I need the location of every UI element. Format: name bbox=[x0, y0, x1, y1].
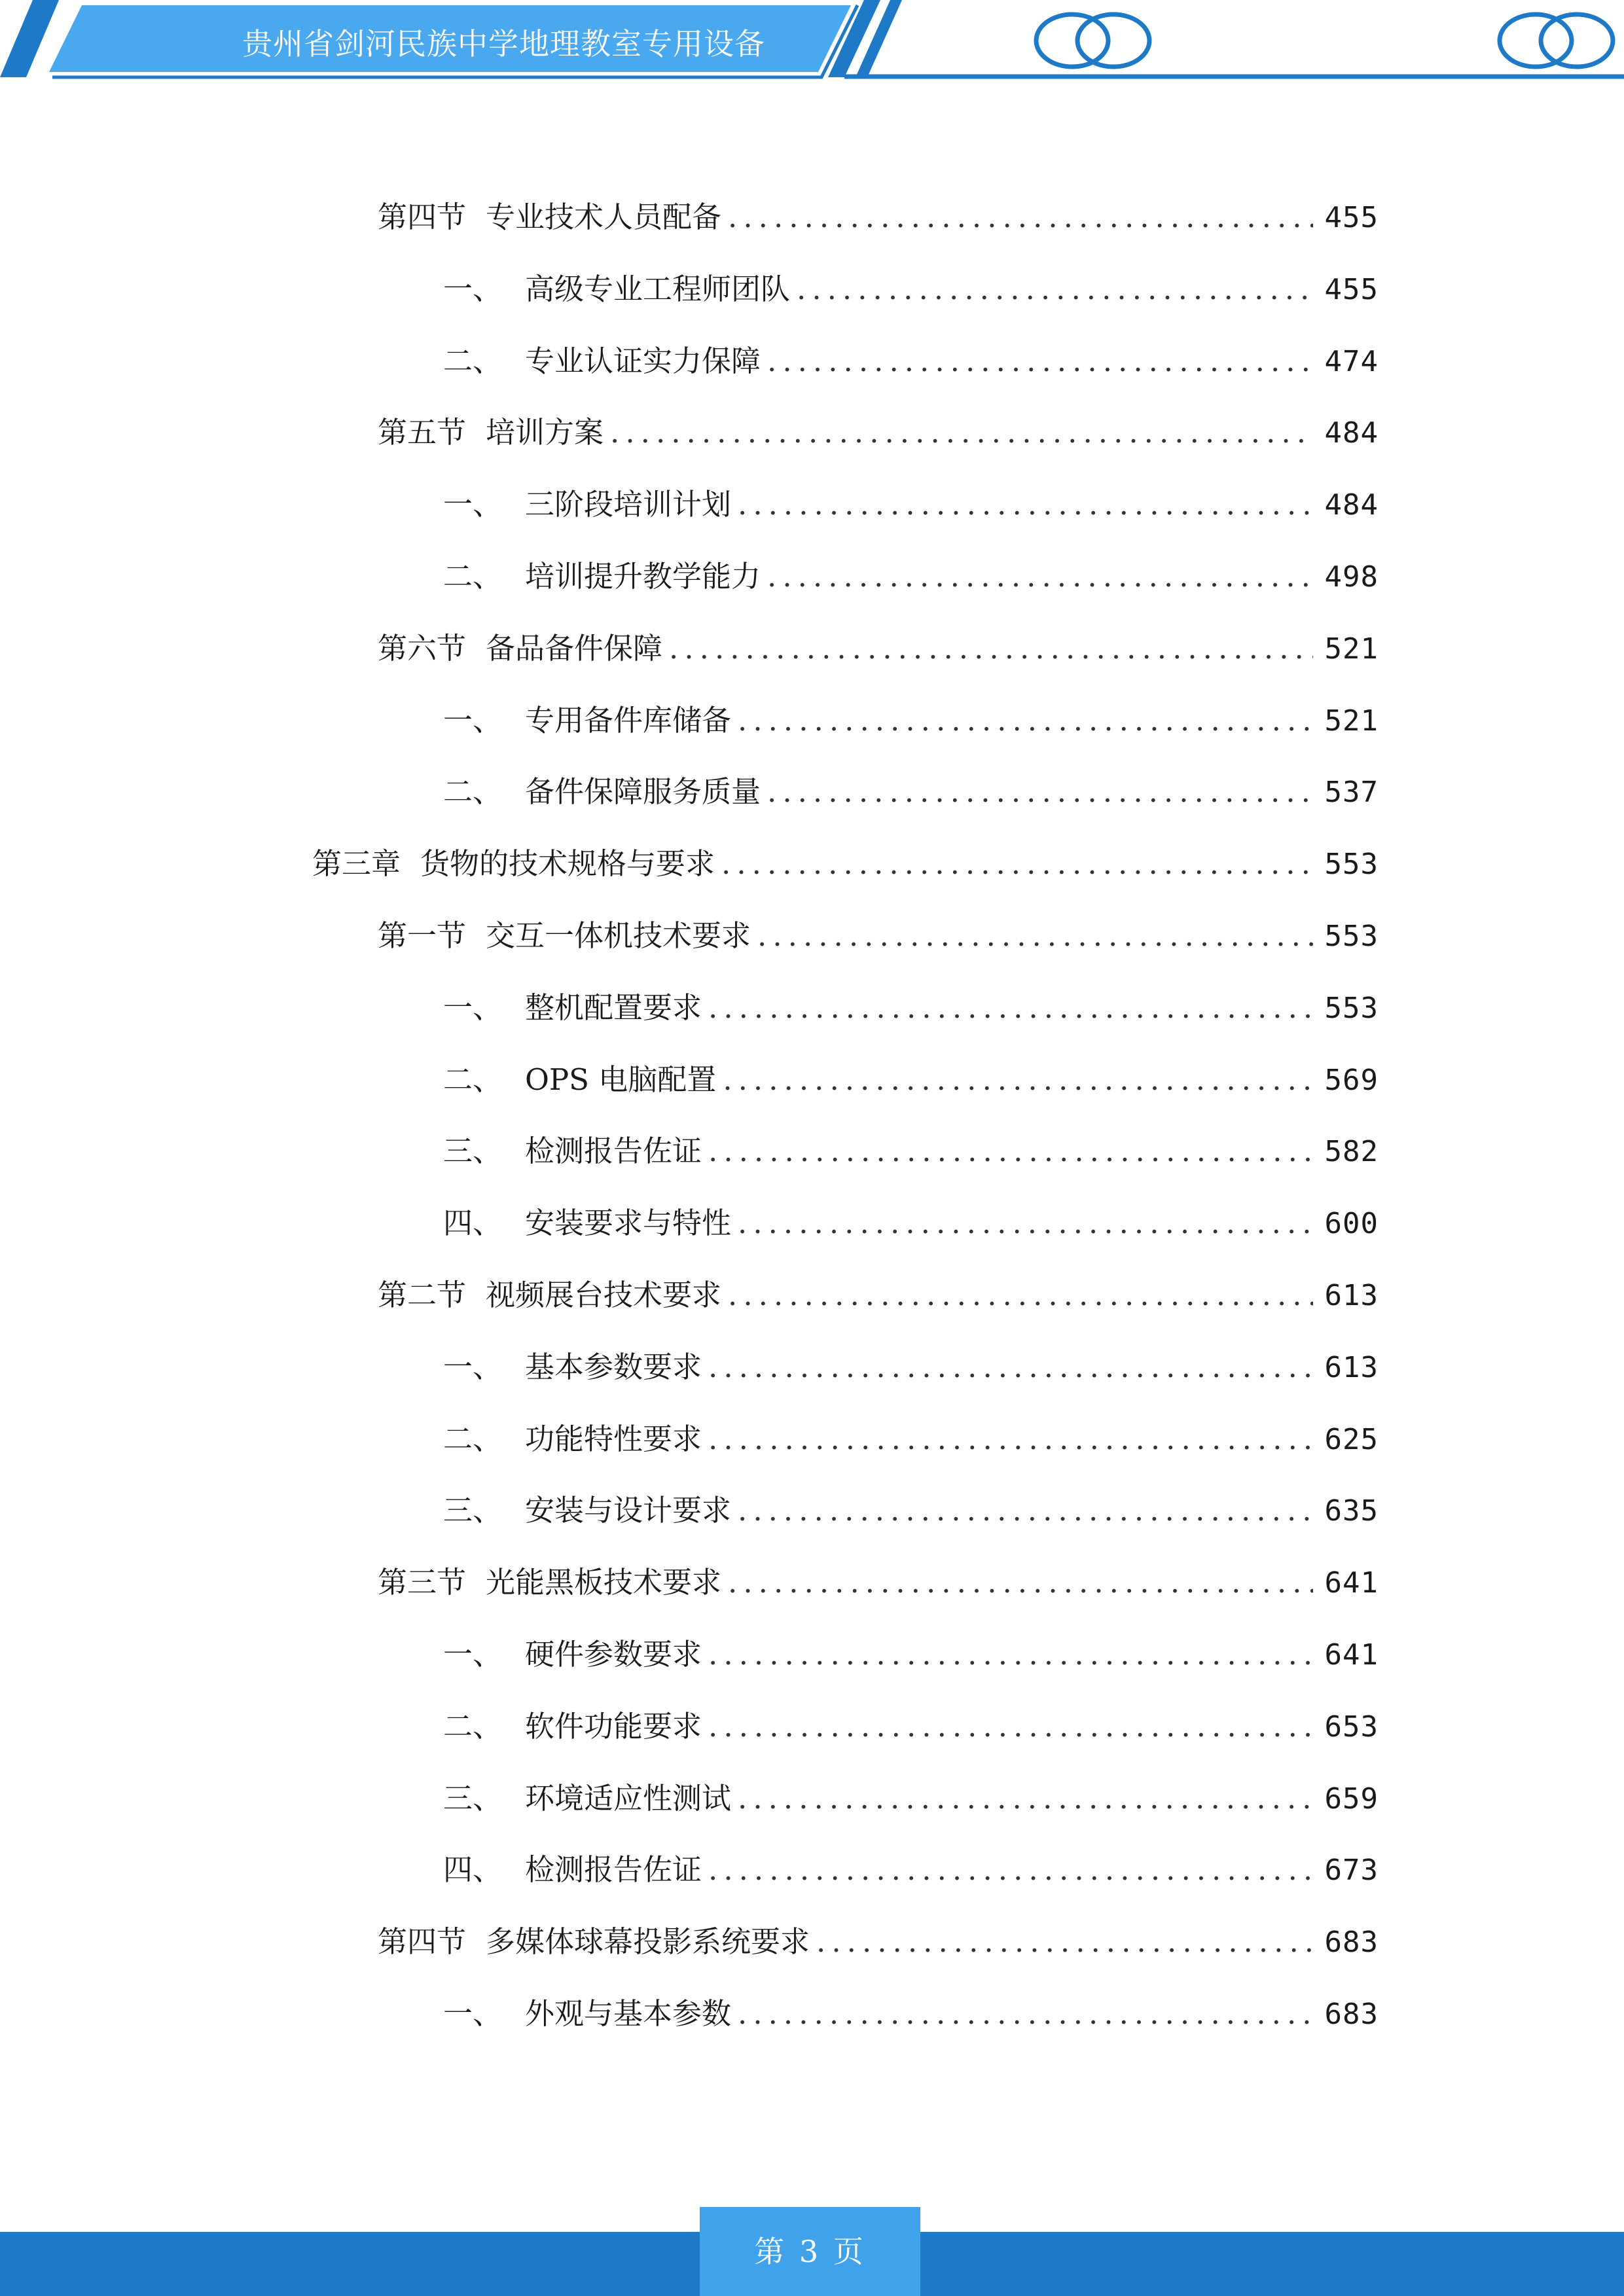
toc-entry[interactable] bbox=[378, 198, 1379, 237]
toc-dot-leader bbox=[708, 1850, 1313, 1890]
toc-entry-label bbox=[443, 1420, 702, 1459]
toc-entry-label bbox=[378, 916, 751, 956]
toc-entry[interactable] bbox=[443, 988, 1379, 1028]
toc-entry-number: 一、 bbox=[443, 1350, 503, 1384]
toc-entry-number: 三、 bbox=[443, 1493, 503, 1528]
toc-entry-label bbox=[443, 1850, 702, 1890]
toc-entry-label bbox=[312, 844, 715, 884]
toc-entry-label bbox=[378, 1563, 721, 1602]
toc-entry[interactable] bbox=[378, 1276, 1379, 1315]
toc-entry-title: 专用备件库储备 bbox=[525, 703, 732, 738]
toc-entry-title: 培训方案 bbox=[486, 415, 604, 450]
toc-entry-number: 四、 bbox=[443, 1206, 503, 1240]
toc-entry-page: 553 bbox=[1324, 992, 1379, 1025]
toc-entry-label bbox=[443, 772, 761, 812]
toc-entry-label bbox=[443, 1060, 716, 1100]
toc-entry-number: 一、 bbox=[443, 1637, 503, 1672]
toc-entry-label bbox=[443, 1132, 702, 1171]
toc-entry-page: 600 bbox=[1324, 1207, 1379, 1240]
toc-entry-page: 683 bbox=[1324, 1998, 1379, 2031]
toc-entry[interactable] bbox=[443, 485, 1379, 524]
toc-dot-leader bbox=[757, 916, 1312, 956]
toc-dot-leader bbox=[738, 1994, 1313, 2034]
toc-entry-number: 二、 bbox=[443, 559, 503, 594]
toc-dot-leader bbox=[728, 1276, 1312, 1315]
toc-entry-title: 货物的技术规格与要求 bbox=[420, 846, 715, 881]
toc-entry-page: 474 bbox=[1324, 345, 1379, 378]
toc-entry[interactable] bbox=[443, 1491, 1379, 1530]
toc-entry-title: 检测报告佐证 bbox=[525, 1852, 702, 1887]
toc-dot-leader bbox=[738, 1779, 1313, 1818]
toc-entry-number: 第一节 bbox=[378, 918, 467, 953]
toc-entry-label bbox=[378, 1276, 721, 1315]
toc-entry-title: 软件功能要求 bbox=[525, 1709, 702, 1744]
toc-entry-label bbox=[378, 413, 604, 452]
toc-entry-number: 二、 bbox=[443, 1422, 503, 1456]
toc-entry-title: 功能特性要求 bbox=[525, 1422, 702, 1456]
toc-entry-number: 二、 bbox=[443, 1062, 503, 1097]
toc-entry-title: 专业认证实力保障 bbox=[525, 344, 761, 378]
toc-entry-page: 613 bbox=[1324, 1279, 1379, 1312]
toc-entry-number: 一、 bbox=[443, 990, 503, 1025]
toc-entry-label bbox=[443, 1707, 702, 1746]
toc-dot-leader bbox=[708, 1707, 1313, 1746]
toc-entry-title: 交互一体机技术要求 bbox=[486, 918, 751, 953]
toc-entry[interactable] bbox=[378, 916, 1379, 956]
toc-entry[interactable] bbox=[443, 1779, 1379, 1818]
toc-entry[interactable] bbox=[443, 557, 1379, 596]
toc-dot-leader bbox=[738, 1204, 1313, 1243]
toc-entry-number: 第二节 bbox=[378, 1278, 467, 1312]
toc-entry-page: 625 bbox=[1324, 1423, 1379, 1456]
toc-dot-leader bbox=[738, 485, 1313, 524]
toc-entry-page: 553 bbox=[1324, 920, 1379, 953]
header-title: 贵州省剑河民族中学地理教室专用设备 bbox=[242, 26, 765, 62]
toc-entry-number: 第三节 bbox=[378, 1565, 467, 1600]
toc-entry-label bbox=[378, 1922, 810, 1962]
toc-entry-label bbox=[443, 1491, 731, 1530]
toc-dot-leader bbox=[767, 557, 1313, 596]
toc-entry-label bbox=[443, 1204, 731, 1243]
toc-dot-leader bbox=[738, 701, 1313, 740]
toc-entry-number: 二、 bbox=[443, 774, 503, 809]
toc-entry[interactable] bbox=[378, 1922, 1379, 1962]
toc-entry-page: 455 bbox=[1324, 273, 1379, 306]
toc-entry-label bbox=[443, 270, 790, 309]
toc-entry[interactable] bbox=[443, 1850, 1379, 1890]
toc-entry-number: 第五节 bbox=[378, 415, 467, 450]
toc-entry-number: 二、 bbox=[443, 344, 503, 378]
toc-entry-title: 专业技术人员配备 bbox=[486, 200, 722, 234]
toc-dot-leader bbox=[723, 1060, 1312, 1100]
toc-entry[interactable] bbox=[443, 1420, 1379, 1459]
toc-entry-page: 455 bbox=[1324, 201, 1379, 234]
toc-entry-page: 673 bbox=[1324, 1854, 1379, 1887]
page-number: 第 3 页 bbox=[754, 2234, 866, 2269]
page-header bbox=[0, 0, 1624, 85]
toc-entry-number: 第四节 bbox=[378, 200, 467, 234]
toc-entry-number: 第四节 bbox=[378, 1924, 467, 1959]
toc-entry-label bbox=[443, 1994, 731, 2034]
toc-dot-leader bbox=[721, 844, 1312, 884]
toc-dot-leader bbox=[708, 1420, 1313, 1459]
header-stripe-left bbox=[0, 0, 59, 77]
toc-dot-leader bbox=[669, 629, 1312, 668]
toc-entry-title: 整机配置要求 bbox=[525, 990, 702, 1025]
toc-entry[interactable] bbox=[443, 1132, 1379, 1171]
toc-entry-label bbox=[443, 1779, 731, 1818]
toc-entry-page: 537 bbox=[1324, 776, 1379, 809]
toc-entry-number: 一、 bbox=[443, 703, 503, 738]
toc-entry[interactable] bbox=[443, 1994, 1379, 2034]
toc-entry-title: 光能黑板技术要求 bbox=[486, 1565, 722, 1600]
toc-dot-leader bbox=[610, 413, 1312, 452]
toc-entry-title: 多媒体球幕投影系统要求 bbox=[486, 1924, 810, 1959]
toc-entry[interactable] bbox=[443, 1060, 1379, 1100]
toc-entry-page: 635 bbox=[1324, 1494, 1379, 1528]
toc-dot-leader bbox=[816, 1922, 1312, 1962]
toc-entry-title: 基本参数要求 bbox=[525, 1350, 702, 1384]
toc-entry-label bbox=[443, 988, 702, 1028]
toc-entry-label bbox=[443, 342, 761, 381]
toc-entry[interactable] bbox=[443, 701, 1379, 740]
toc-entry-page: 484 bbox=[1324, 488, 1379, 522]
toc-entry-page: 582 bbox=[1324, 1135, 1379, 1168]
toc-entry-number: 二、 bbox=[443, 1709, 503, 1744]
toc-entry-title: 三阶段培训计划 bbox=[525, 487, 732, 522]
toc-entry-page: 569 bbox=[1324, 1064, 1379, 1097]
toc-entry-label bbox=[443, 485, 731, 524]
toc-entry-page: 484 bbox=[1324, 416, 1379, 450]
toc-entry-page: 553 bbox=[1324, 848, 1379, 881]
toc-entry-label bbox=[443, 1348, 702, 1387]
interlocking-rings-icon bbox=[1500, 14, 1613, 67]
toc-dot-leader bbox=[728, 198, 1312, 237]
toc-entry[interactable] bbox=[312, 844, 1379, 884]
toc-entry[interactable] bbox=[443, 772, 1379, 812]
toc-dot-leader bbox=[767, 772, 1313, 812]
toc-entry-label bbox=[443, 1635, 702, 1674]
toc-entry-page: 653 bbox=[1324, 1710, 1379, 1744]
toc-entry-title: 安装与设计要求 bbox=[525, 1493, 732, 1528]
toc-entry-title: 检测报告佐证 bbox=[525, 1134, 702, 1168]
toc-entry-title: 外观与基本参数 bbox=[525, 1996, 732, 2031]
toc-entry-title: 备件保障服务质量 bbox=[525, 774, 761, 809]
toc-entry-number: 一、 bbox=[443, 487, 503, 522]
toc-entry-title: 培训提升教学能力 bbox=[525, 559, 761, 594]
toc-entry-number: 四、 bbox=[443, 1852, 503, 1887]
interlocking-rings-icon bbox=[1036, 14, 1149, 67]
toc-entry-page: 641 bbox=[1324, 1638, 1379, 1672]
toc-entry-title: 安装要求与特性 bbox=[525, 1206, 732, 1240]
toc-entry-label bbox=[443, 701, 731, 740]
toc-entry[interactable] bbox=[443, 1635, 1379, 1674]
toc-entry-page: 521 bbox=[1324, 704, 1379, 738]
toc-entry-title: 环境适应性测试 bbox=[525, 1781, 732, 1816]
toc-entry-label bbox=[443, 557, 761, 596]
toc-entry-page: 498 bbox=[1324, 560, 1379, 594]
toc-entry-title: 视频展台技术要求 bbox=[486, 1278, 722, 1312]
toc-entry-title: 硬件参数要求 bbox=[525, 1637, 702, 1672]
toc-entry-page: 521 bbox=[1324, 632, 1379, 666]
toc-entry[interactable] bbox=[443, 1707, 1379, 1746]
toc-entry-title: OPS 电脑配置 bbox=[525, 1062, 717, 1097]
toc-entry[interactable] bbox=[378, 413, 1379, 452]
toc-entry-page: 613 bbox=[1324, 1351, 1379, 1384]
toc-entry-number: 三、 bbox=[443, 1781, 503, 1816]
toc-entry-number: 一、 bbox=[443, 1996, 503, 2031]
toc-dot-leader bbox=[708, 1132, 1313, 1171]
toc-entry-title: 备品备件保障 bbox=[486, 631, 663, 666]
toc-dot-leader bbox=[738, 1491, 1313, 1530]
toc-entry-number: 三、 bbox=[443, 1134, 503, 1168]
toc-entry-number: 一、 bbox=[443, 272, 503, 306]
toc-entry[interactable] bbox=[443, 1204, 1379, 1243]
toc-entry-title: 高级专业工程师团队 bbox=[525, 272, 791, 306]
toc-entry[interactable] bbox=[443, 270, 1379, 309]
toc-dot-leader bbox=[708, 1635, 1313, 1674]
toc-entry-page: 659 bbox=[1324, 1782, 1379, 1816]
toc-dot-leader bbox=[708, 988, 1313, 1028]
toc-entry[interactable] bbox=[443, 342, 1379, 381]
toc-entry-number: 第六节 bbox=[378, 631, 467, 666]
toc-entry[interactable] bbox=[443, 1348, 1379, 1387]
toc-entry-page: 683 bbox=[1324, 1926, 1379, 1959]
toc-entry-number: 第三章 bbox=[312, 846, 401, 881]
toc-entry-page: 641 bbox=[1324, 1566, 1379, 1600]
toc-dot-leader bbox=[767, 342, 1313, 381]
toc-dot-leader bbox=[797, 270, 1313, 309]
toc-entry[interactable] bbox=[378, 1563, 1379, 1602]
toc-entry-label bbox=[378, 629, 662, 668]
toc-dot-leader bbox=[728, 1563, 1312, 1602]
toc-entry[interactable] bbox=[378, 629, 1379, 668]
toc-entry-label bbox=[378, 198, 721, 237]
toc-dot-leader bbox=[708, 1348, 1313, 1387]
